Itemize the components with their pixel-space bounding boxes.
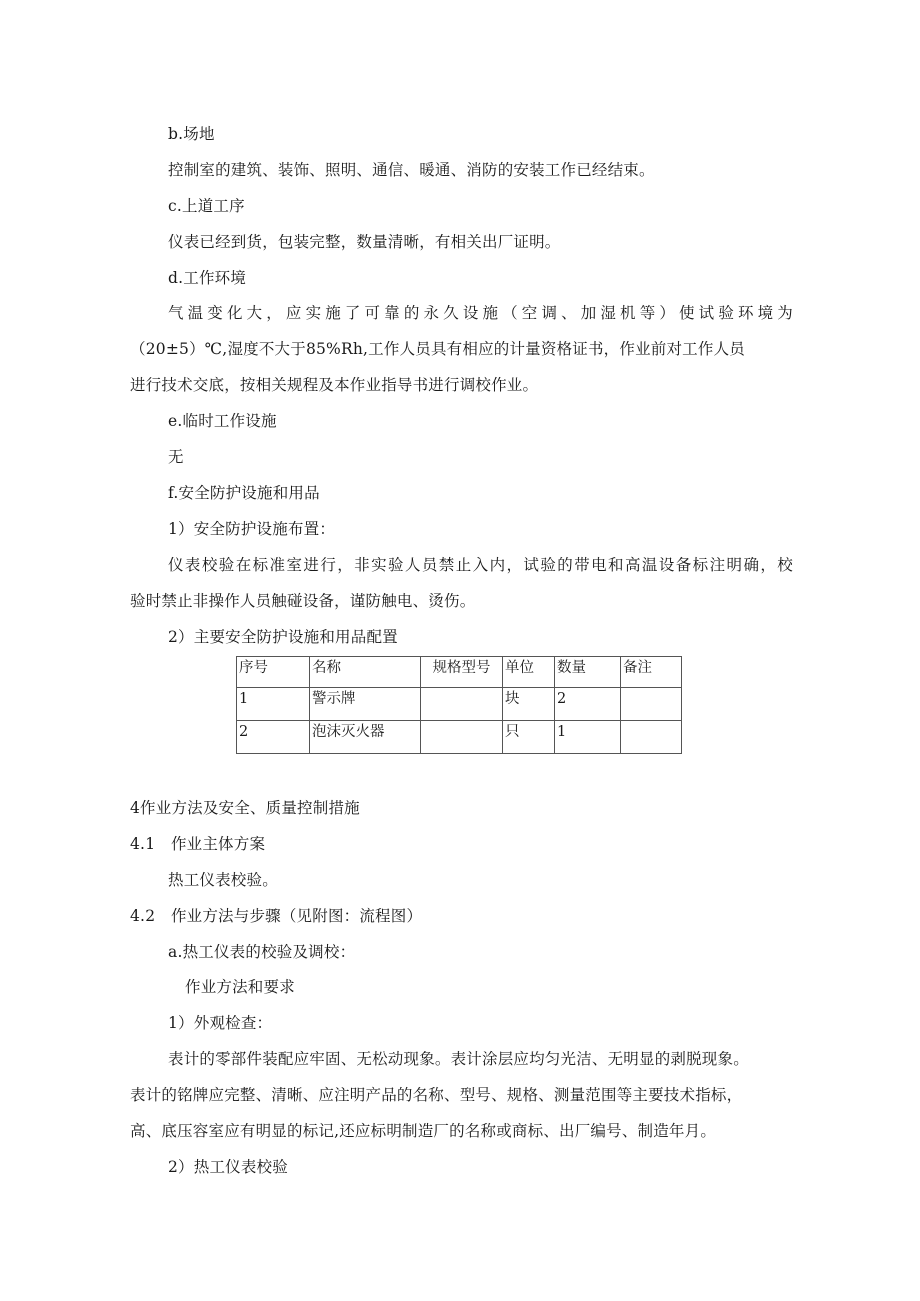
item-1-heading: 1）外观检查： — [168, 1014, 273, 1032]
paragraph-safety-line1: 仪表校验在标准室进行，非实验人员禁止入内，试验的带电和高温设备标注明确，校 — [168, 556, 793, 574]
item-1-paragraph-line3: 高、底压容室应有明显的标记,还应标明制造厂的名称或商标、出厂编号、制造年月。 — [130, 1122, 717, 1140]
item-2-heading: 2）热工仪表校验 — [168, 1158, 288, 1176]
table-header-cell: 规格型号 — [421, 657, 503, 688]
table-cell: 1 — [555, 721, 621, 754]
paragraph-work-env-line3: 进行技术交底，按相关规程及本作业指导书进行调校作业。 — [130, 376, 539, 394]
table-header-cell: 名称 — [310, 657, 421, 688]
table-cell: 警示牌 — [310, 688, 421, 721]
table-cell — [421, 688, 503, 721]
table-header-cell: 序号 — [237, 657, 310, 688]
table-cell — [621, 721, 682, 754]
table-header-cell: 备注 — [621, 657, 682, 688]
paragraph-work-env-line2: （20±5）℃,湿度不大于85%Rh,工作人员具有相应的计量资格证书，作业前对工作人员 — [130, 340, 745, 358]
paragraph-safety-line2: 验时禁止非操作人员触碰设备，谨防触电、烫伤。 — [130, 592, 476, 610]
paragraph-prev-process: 仪表已经到货，包装完整，数量清晰，有相关出厂证明。 — [168, 233, 561, 251]
table-cell: 2 — [555, 688, 621, 721]
table-row — [237, 688, 682, 721]
heading-temp-facilities: e.临时工作设施 — [168, 412, 277, 430]
heading-site: b.场地 — [168, 125, 215, 143]
table-cell: 泡沫灭火器 — [310, 721, 421, 754]
paragraph-site: 控制室的建筑、装饰、照明、通信、暖通、消防的安装工作已经结束。 — [168, 161, 655, 179]
table-row — [237, 721, 682, 754]
table-header-row — [237, 657, 682, 688]
section-4-1-heading: 4.1 作业主体方案 — [130, 835, 266, 853]
paragraph-temp-facilities: 无 — [168, 448, 184, 466]
heading-work-env: d.工作环境 — [168, 269, 247, 287]
table-cell: 块 — [503, 688, 555, 721]
table-cell — [621, 688, 682, 721]
heading-prev-process: c.上道工序 — [168, 197, 245, 215]
section-4-2-method: 作业方法和要求 — [185, 978, 295, 996]
heading-safety-layout: 1）安全防护设施布置： — [168, 520, 336, 538]
item-1-paragraph-line1: 表计的零部件装配应牢固、无松动现象。表计涂层应均匀光洁、无明显的剥脱现象。 — [168, 1050, 749, 1068]
item-1-paragraph-line2: 表计的铭牌应完整、清晰、应注明产品的名称、型号、规格、测量范围等主要技术指标， — [130, 1086, 743, 1104]
heading-safety: f.安全防护设施和用品 — [168, 484, 320, 502]
table-cell: 只 — [503, 721, 555, 754]
table-header-cell: 单位 — [503, 657, 555, 688]
table-cell — [421, 721, 503, 754]
paragraph-work-env-line1: 气温变化大，应实施了可靠的永久设施（空调、加湿机等）使试验环境为 — [168, 304, 793, 322]
table-cell: 1 — [237, 688, 310, 721]
section-4-heading: 4作业方法及安全、质量控制措施 — [130, 799, 360, 817]
heading-safety-equipment: 2）主要安全防护设施和用品配置 — [168, 628, 398, 646]
section-4-2-a: a.热工仪表的校验及调校： — [168, 943, 356, 961]
table-cell: 2 — [237, 721, 310, 754]
table-header-cell: 数量 — [555, 657, 621, 688]
section-4-1-text: 热工仪表校验。 — [168, 871, 278, 889]
section-4-2-heading: 4.2 作业方法与步骤（见附图：流程图） — [130, 907, 423, 925]
safety-equipment-table — [236, 656, 682, 754]
